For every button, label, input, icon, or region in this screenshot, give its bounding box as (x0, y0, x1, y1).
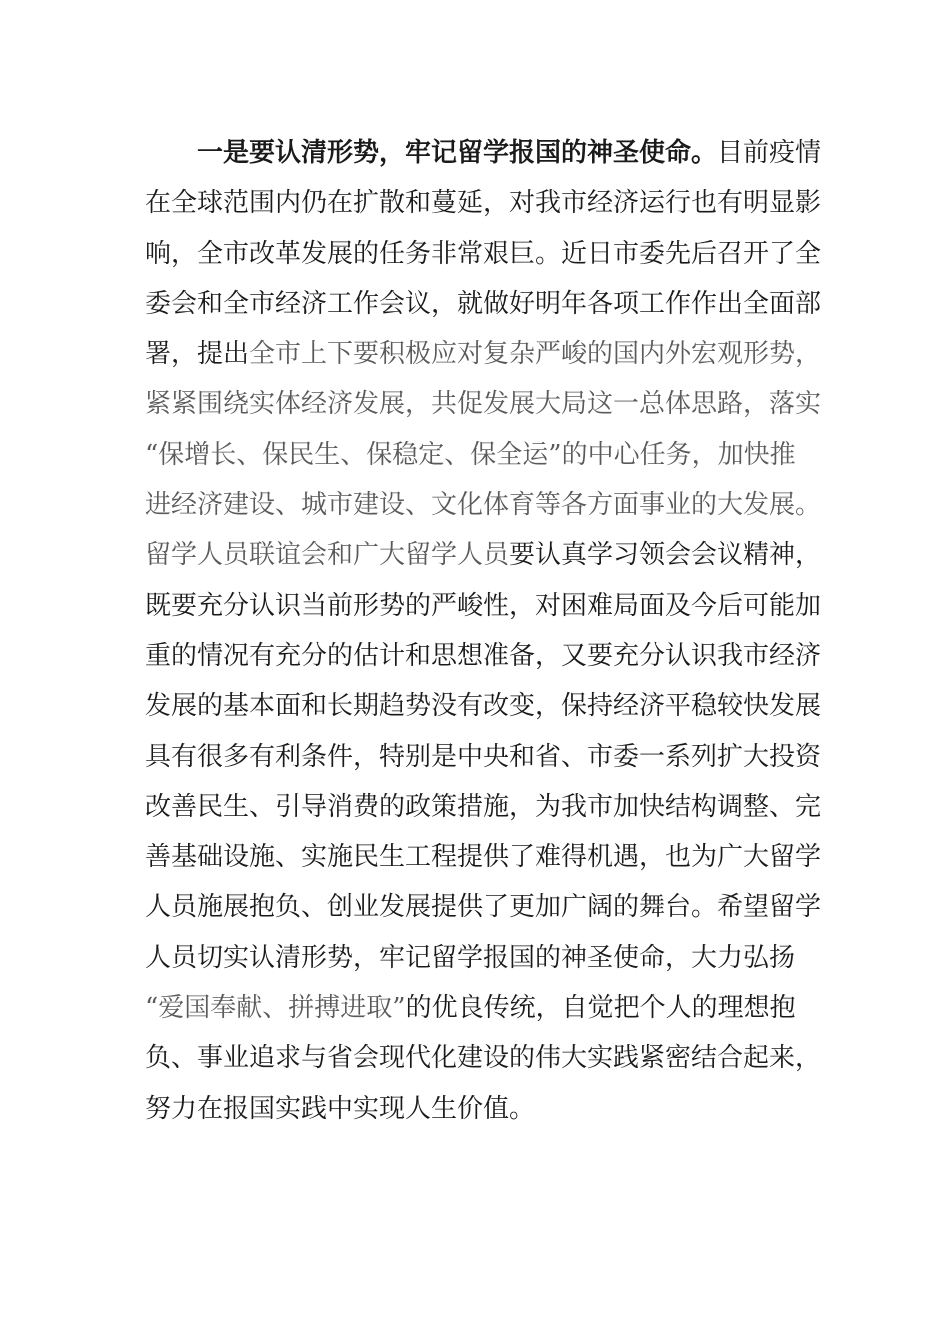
text-run: 具有很多有利条件，特别是中央和省、市委一系列扩大投资 (145, 741, 822, 772)
text-line (145, 983, 825, 1033)
text-run: 在全球范围内仍在扩散和蔓延，对我市经济运行也有明显影 (145, 188, 822, 219)
text-run: “保增长、保民生、保稳定、保全运”的中心任务，加快推 (145, 439, 796, 470)
text-run: 改善民生、引导消费的政策措施，为我市加快结构调整、完 (145, 791, 822, 822)
text-run: 进经济建设、城市建设、文化体育等各方面事业的大发展。 (145, 490, 822, 521)
text-run: “爱国奉献、拼搏进取” (145, 993, 406, 1024)
text-line (145, 430, 825, 480)
bold-heading-text: 一是要认清形势，牢记留学报国的神圣使命。 (197, 138, 718, 168)
text-line (145, 581, 825, 631)
text-line (145, 631, 825, 681)
text-run: 努力在报国实践中实现人生价值。 (145, 1093, 536, 1124)
text-run: 要认真学习领会会议精神， (509, 540, 822, 571)
text-line (145, 1033, 825, 1083)
body-paragraph (145, 128, 825, 1134)
text-run: 人员施展抱负、创业发展提供了更加广阔的舞台。希望留学 (145, 892, 822, 923)
text-line (145, 178, 825, 228)
text-line (145, 882, 825, 932)
text-run: 响，全市改革发展的任务非常艰巨。近日市委先后召开了全 (145, 238, 822, 269)
text-run: 负、事业追求与省会现代化建设的伟大实践紧密结合起来， (145, 1043, 822, 1074)
text-line (145, 379, 825, 429)
text-line (145, 329, 825, 379)
text-line (145, 732, 825, 782)
text-line (145, 1084, 825, 1134)
text-line (145, 782, 825, 832)
text-run: 署，提出 (145, 339, 250, 370)
text-run: 既要充分认识当前形势的严峻性，对困难局面及今后可能加 (145, 590, 822, 621)
text-run: 重的情况有充分的估计和思想准备，又要充分认识我市经济 (145, 640, 822, 671)
text-line (145, 832, 825, 882)
text-run: 紧紧围绕实体经济发展，共促发展大局这一总体思路，落实 (145, 389, 822, 420)
text-run: 人员切实认清形势，牢记留学报国的神圣使命，大力弘扬 (145, 942, 796, 973)
text-line (145, 530, 825, 580)
text-line (145, 933, 825, 983)
text-run: 留学人员联谊会和广大留学人员 (145, 540, 510, 571)
text-run: 的优良传统，自觉把个人的理想抱 (405, 993, 796, 1024)
text-line (145, 128, 825, 178)
text-line (145, 480, 825, 530)
text-run: 发展的基本面和长期趋势没有改变，保持经济平稳较快发展 (145, 691, 822, 722)
text-run: 善基础设施、实施民生工程提供了难得机遇，也为广大留学 (145, 842, 822, 873)
text-line (145, 279, 825, 329)
text-run: 目前疫情 (717, 138, 822, 168)
text-line (145, 229, 825, 279)
text-line (145, 681, 825, 731)
text-run: 全市上下要积极应对复杂严峻的国内外宏观形势， (249, 339, 822, 370)
text-run: 委会和全市经济工作会议，就做好明年各项工作作出全面部 (145, 288, 822, 319)
